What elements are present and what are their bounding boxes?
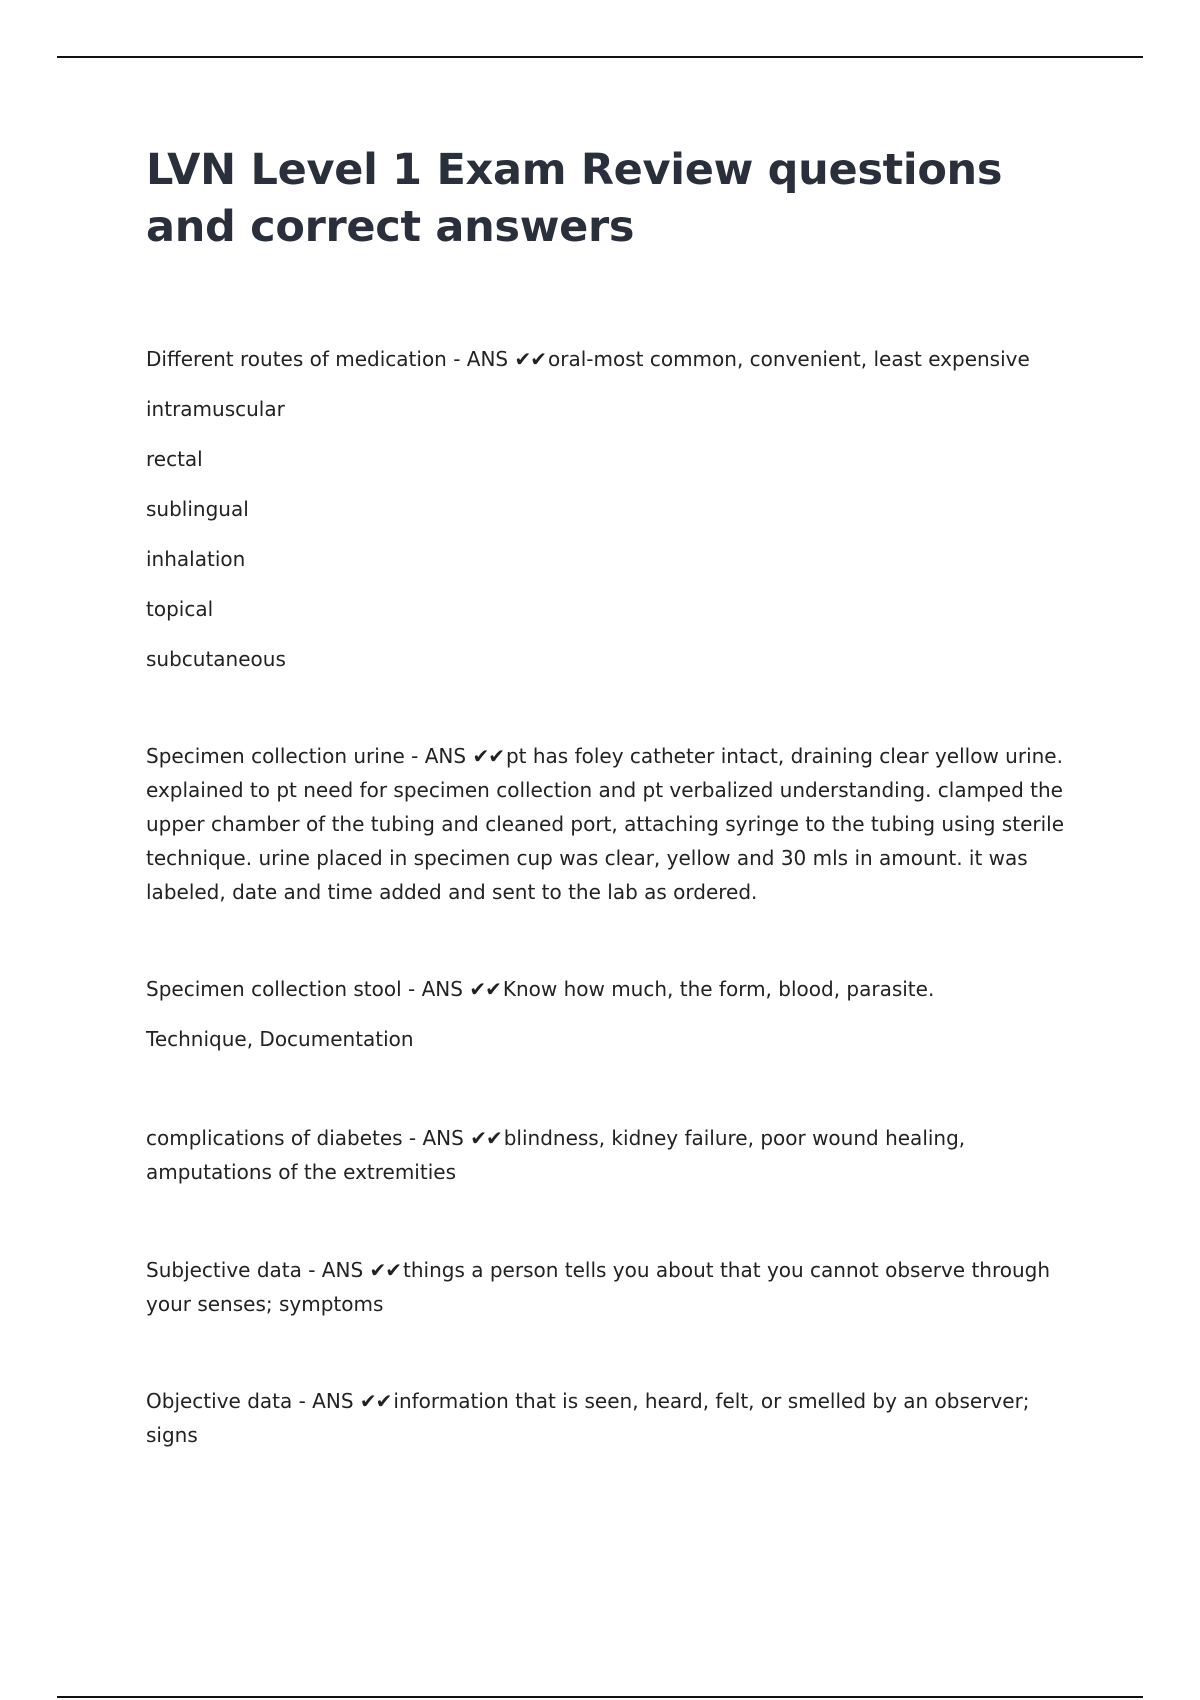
question-text: Subjective data - ANS (146, 1258, 370, 1282)
qa-line (146, 1121, 1086, 1189)
answer-text: information that is seen, heard, felt, or smelled by an observer; signs (146, 1389, 1030, 1447)
check-mark-icon: ✔✔ (359, 1389, 392, 1413)
qa-item (146, 1384, 1086, 1452)
question-text: Different routes of medication - ANS (146, 347, 515, 371)
question-text: Specimen collection urine - ANS (146, 744, 473, 768)
qa-line (146, 739, 1086, 909)
qa-line (146, 342, 1086, 376)
check-mark-icon: ✔✔ (469, 977, 501, 1001)
answer-text: blindness, kidney failure, poor wound healing, amputations of the extremities (146, 1126, 966, 1184)
answer-extra-line: intramuscular (146, 397, 285, 421)
qa-line (146, 972, 1086, 1006)
answer-text: Know how much, the form, blood, parasite. (502, 977, 935, 1001)
top-rule (57, 56, 1143, 58)
qa-item (146, 1253, 1086, 1321)
qa-item (146, 1121, 1086, 1189)
bottom-rule (57, 1696, 1143, 1698)
document-body (146, 142, 1086, 1452)
answer-extra-line: topical (146, 597, 214, 621)
qa-item (146, 972, 1086, 1056)
check-mark-icon: ✔✔ (470, 1126, 502, 1150)
qa-list (146, 342, 1086, 1452)
check-mark-icon: ✔✔ (514, 347, 547, 371)
qa-line (146, 1253, 1086, 1321)
check-mark-icon: ✔✔ (472, 744, 504, 768)
answer-text: oral-most common, convenient, least expensive (548, 347, 1030, 371)
answer-text: things a person tells you about that you cannot observe through your senses; symptoms (146, 1258, 1051, 1316)
question-text: complications of diabetes - ANS (146, 1126, 471, 1150)
check-mark-icon: ✔✔ (369, 1258, 402, 1282)
qa-item (146, 739, 1086, 909)
answer-extra-line: inhalation (146, 547, 246, 571)
answer-extra-line: subcutaneous (146, 647, 286, 671)
question-text: Objective data - ANS (146, 1389, 360, 1413)
qa-item (146, 342, 1086, 676)
document-title: LVN Level 1 Exam Review questions and correct answers (146, 145, 1003, 252)
answer-extra-line: sublingual (146, 497, 249, 521)
answer-extra-line: Technique, Documentation (146, 1027, 414, 1051)
answer-text: pt has foley catheter intact, draining clear yellow urine. explained to pt need for specimen collection and pt verbalized understanding. clamped the upper chamber of the tubing and cleaned port, attaching syringe to the tubing using sterile technique. urine placed in specimen cup was clear, yellow and 30 mls in amount. it was labeled, date and time added and sent to the lab as ordered. (146, 744, 1065, 904)
question-text: Specimen collection stool - ANS (146, 977, 470, 1001)
qa-line (146, 1384, 1086, 1452)
answer-extra-line: rectal (146, 447, 203, 471)
